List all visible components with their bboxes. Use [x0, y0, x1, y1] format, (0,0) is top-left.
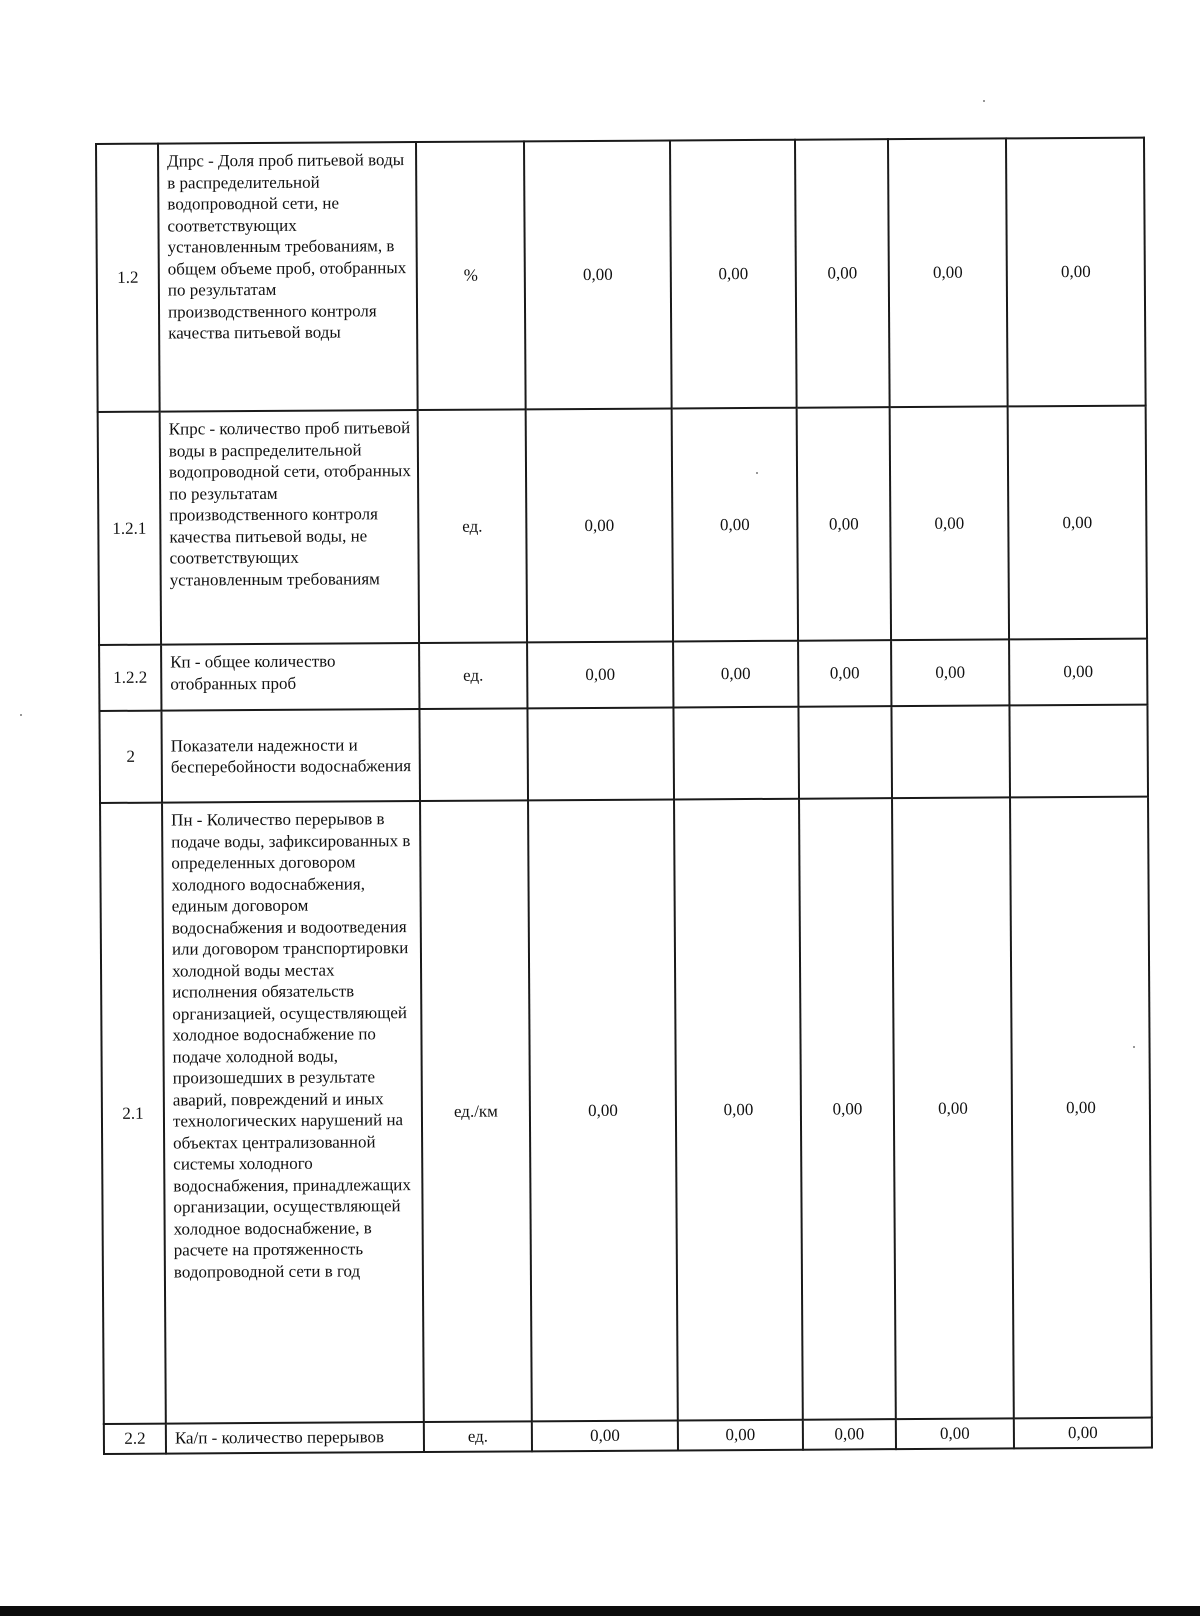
value-cell — [673, 707, 799, 800]
value-cell: 0,00 — [891, 639, 1009, 706]
value-cell: 0,00 — [674, 799, 803, 1421]
row-number: 2 — [99, 711, 162, 803]
value-cell: 0,00 — [670, 140, 797, 409]
unit-cell: ед. — [424, 1421, 532, 1452]
indicator-description: Кпрс - количество проб питьевой воды в распределительной водопроводной сети, отобранных по результатам производственного контроля качества питьевой воды, не соответствующих установленным требованиям — [160, 410, 419, 645]
scan-speck — [20, 714, 22, 716]
row-number: 2.2 — [104, 1424, 166, 1454]
value-cell: 0,00 — [803, 1419, 896, 1450]
value-cell — [527, 707, 674, 800]
unit-cell — [419, 708, 528, 801]
value-cell: 0,00 — [528, 799, 678, 1421]
row-number: 1.2 — [96, 144, 160, 412]
scan-speck — [983, 100, 985, 102]
indicators-table — [95, 137, 1153, 1455]
value-cell: 0,00 — [888, 138, 1008, 407]
table-row — [99, 639, 1147, 711]
unit-cell: ед./км — [420, 800, 532, 1422]
value-cell — [1009, 705, 1148, 798]
indicator-description: Кп - общее количество отобранных проб — [161, 643, 419, 711]
section-header-row — [99, 705, 1148, 803]
value-cell: 0,00 — [799, 798, 896, 1420]
value-cell: 0,00 — [890, 406, 1009, 640]
value-cell: 0,00 — [795, 139, 890, 408]
value-cell: 0,00 — [678, 1420, 803, 1451]
unit-cell: % — [416, 141, 526, 410]
value-cell: 0,00 — [1009, 639, 1147, 706]
value-cell: 0,00 — [892, 797, 1014, 1419]
row-number: 1.2.1 — [98, 412, 161, 645]
value-cell: 0,00 — [672, 408, 798, 642]
indicator-description: Ка/п - количество перерывов — [166, 1422, 424, 1454]
table-row — [98, 406, 1147, 645]
value-cell: 0,00 — [524, 140, 672, 409]
row-number: 1.2.2 — [99, 645, 161, 711]
scan-speck — [756, 472, 758, 474]
value-cell: 0,00 — [896, 1418, 1014, 1449]
value-cell: 0,00 — [1006, 138, 1146, 407]
value-cell — [798, 706, 892, 799]
table-row — [104, 1418, 1152, 1454]
scan-speck — [1133, 1046, 1135, 1048]
row-number: 2.1 — [100, 803, 166, 1424]
table-row — [96, 138, 1146, 412]
value-cell: 0,00 — [1010, 797, 1152, 1419]
unit-cell: ед. — [419, 642, 527, 709]
value-cell: 0,00 — [797, 407, 891, 641]
section-title: Показатели надежности и бесперебойности водоснабжения — [161, 709, 420, 803]
value-cell: 0,00 — [1008, 406, 1147, 640]
value-cell — [891, 705, 1010, 798]
value-cell: 0,00 — [532, 1420, 678, 1451]
indicator-description: Пн - Количество перерывов в подаче воды, зафиксированных в определенных договором холодного водоснабжения, единым договором водоснабжения и водоотведения или договором транспортировки холодной воды местах исполнения обязательств организацией, осуществляющей холодное водоснабжение по подаче холодной воды, произошедших в результате аварий, повреждений и иных технологических нарушений на объектах централизованной системы холодного водоснабжения, принадлежащих организации, осуществляющей холодное водоснабжение, в расчете на протяженность водопроводной сети в год — [162, 801, 424, 1424]
value-cell: 0,00 — [526, 408, 673, 642]
unit-cell: ед. — [418, 409, 527, 643]
indicator-description: Дпрс - Доля проб питьевой воды в распределительной водопроводной сети, не соответствующих установленным требованиям, в общем объеме проб, отобранных по результатам производственного контроля качества питьевой воды — [158, 142, 418, 412]
value-cell: 0,00 — [527, 641, 673, 708]
table-row — [100, 797, 1152, 1424]
value-cell: 0,00 — [798, 640, 891, 707]
scan-edge-band — [0, 1606, 1200, 1616]
value-cell: 0,00 — [1014, 1418, 1152, 1449]
value-cell: 0,00 — [673, 641, 798, 708]
